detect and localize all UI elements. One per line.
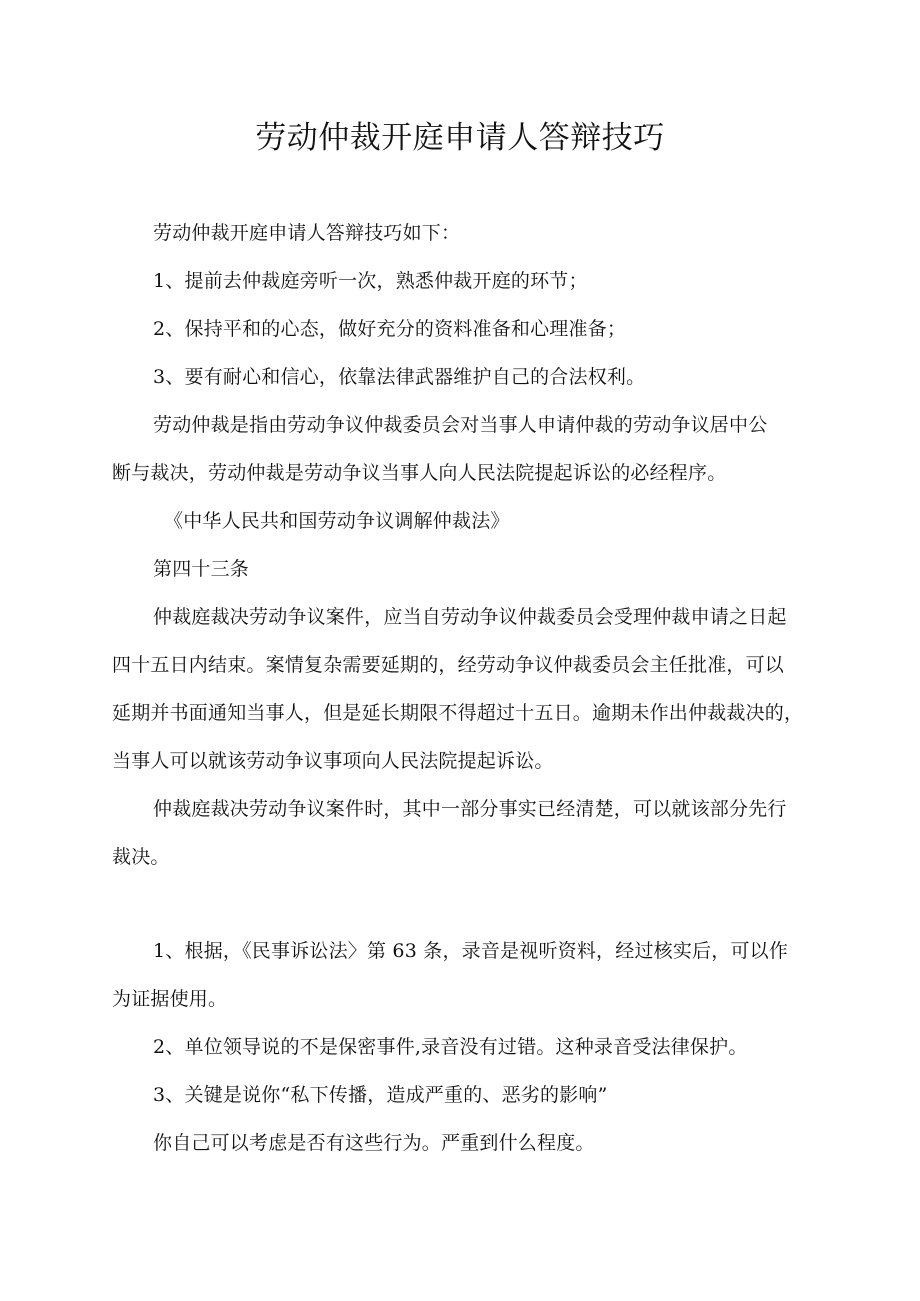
document-title: 劳动仲裁开庭申请人答辩技巧 (255, 120, 665, 156)
definition-line-2: 断与裁决，劳动仲裁是劳动争议当事人向人民法院提起诉讼的必经程序。 (112, 462, 727, 484)
definition-line-1: 劳动仲裁是指由劳动争议仲裁委员会对当事人申请仲裁的劳动争议居中公 (153, 414, 768, 436)
tip-item-2: 2、保持平和的心态，做好充分的资料准备和心理准备； (153, 318, 627, 340)
partial-ruling-line-2: 裁决。 (112, 846, 170, 868)
paragraph-intro: 劳动仲裁开庭申请人答辩技巧如下： (153, 222, 461, 244)
law-title: 《中华人民共和国劳动争议调解仲裁法》 (164, 510, 510, 532)
article-number: 第四十三条 (153, 558, 250, 580)
recording-item-1-line-1: 1、根据，《民事诉讼法〉第 63 条，录音是视听资料，经过核实后，可以作 (153, 940, 789, 962)
recording-item-3: 3、关键是说你“私下传播，造成严重的、恶劣的影响” (153, 1084, 608, 1106)
tip-item-3: 3、要有耐心和信心，依靠法律武器维护自己的合法权利。 (153, 366, 646, 388)
article-line-1: 仲裁庭裁决劳动争议案件，应当自劳动争议仲裁委员会受理仲裁申请之日起 (153, 606, 787, 628)
article-line-2: 四十五日内结束。案情复杂需要延期的，经劳动争议仲裁委员会主任批准，可以 (112, 654, 785, 676)
tip-item-1: 1、提前去仲裁庭旁听一次，熟悉仲裁开庭的环节； (153, 270, 588, 292)
article-line-3: 延期并书面通知当事人，但是延长期限不得超过十五日。逾期未作出仲裁裁决的， (112, 702, 804, 724)
recording-item-1-line-2: 为证据使用。 (112, 988, 228, 1010)
closing-line: 你自己可以考虑是否有这些行为。严重到什么程度。 (153, 1132, 595, 1154)
recording-item-2: 2、单位领导说的不是保密事件,录音没有过错。这种录音受法律保护。 (153, 1036, 748, 1058)
partial-ruling-line-1: 仲裁庭裁决劳动争议案件时，其中一部分事实已经清楚，可以就该部分先行 (153, 798, 787, 820)
article-line-4: 当事人可以就该劳动争议事项向人民法院提起诉讼。 (112, 750, 554, 772)
